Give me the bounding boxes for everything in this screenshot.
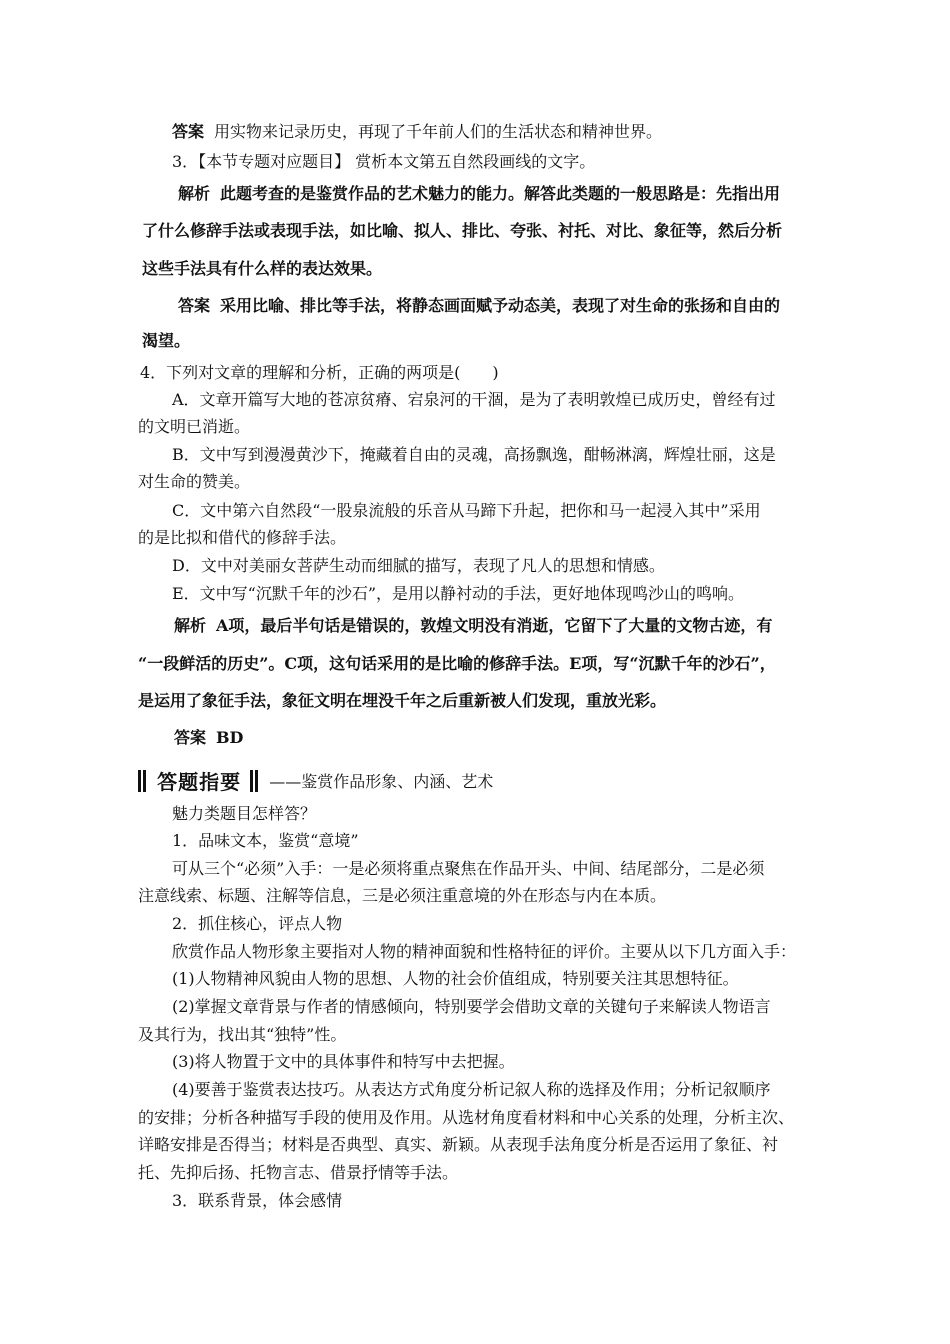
q4-answer-line: [174, 727, 243, 749]
guide-line-2: 1．品味文本，鉴赏“意境”: [172, 831, 359, 850]
q3-analysis-line-3: 这些手法具有什么样的表达效果。: [142, 259, 383, 278]
q3-analysis-line-1: 解析 此题考查的是鉴赏作品的艺术魅力的能力。解答此类题的一般思路是：先指出用: [178, 184, 781, 203]
header-bar-icon: [255, 770, 258, 792]
guide-line-1: 魅力类题目怎样答？: [172, 804, 317, 823]
guide-line-8: (2)掌握文章背景与作者的情感倾向，特别要学会借助文章的关键句子来解读人物语言: [172, 997, 771, 1016]
answer-text: 用实物来记录历史，再现了千年前人们的生活状态和精神世界。: [214, 122, 663, 141]
guide-subtitle: ——鉴赏作品形象、内涵、艺术: [269, 772, 494, 791]
q2-answer-line: [172, 121, 662, 143]
guide-line-9: 及其行为，找出其“独特”性。: [138, 1025, 347, 1044]
guide-header: [138, 766, 493, 794]
option-e: E．文中写“沉默千年的沙石”，是用以静衬动的手法，更好地体现鸣沙山的鸣响。: [172, 584, 745, 603]
analysis-label: 解析: [178, 184, 211, 203]
guide-title: 答题指要: [157, 770, 242, 794]
option-c-line-2: 的是比拟和借代的修辞手法。: [138, 528, 347, 547]
q4-analysis-line-3: 是运用了象征手法，象征文明在埋没千年之后重新被人们发现，重放光彩。: [138, 691, 667, 710]
analysis-label: 解析: [174, 616, 207, 635]
guide-line-3: 可从三个“必须”入手：一是必须将重点聚焦在作品开头、中间、结尾部分，二是必须: [172, 859, 765, 878]
option-c-line-1: C．文中第六自然段“一股泉流般的乐音从马蹄下升起，把你和马一起浸入其中”采用: [172, 501, 761, 520]
guide-line-14: 托、先抑后扬、托物言志、借景抒情等手法。: [138, 1163, 459, 1182]
guide-line-11: (4)要善于鉴赏表达技巧。从表达方式角度分析记叙人称的选择及作用；分析记叙顺序: [172, 1080, 771, 1099]
guide-line-7: (1)人物精神风貌由人物的思想、人物的社会价值组成，特别要关注其思想特征。: [172, 969, 739, 988]
q3-analysis-line-2: 了什么修辞手法或表现手法，如比喻、拟人、排比、夸张、衬托、对比、象征等，然后分析: [142, 221, 783, 240]
option-a-line-1: A．文章开篇写大地的苍凉贫瘠、宕泉河的干涸，是为了表明敦煌已成历史，曾经有过: [172, 390, 776, 409]
guide-line-5: 2．抓住核心，评点人物: [172, 914, 343, 933]
guide-line-4: 注意线索、标题、注解等信息，三是必须注重意境的外在形态与内在本质。: [138, 886, 667, 905]
header-bar-icon: [143, 770, 146, 792]
option-b-line-1: B．文中写到漫漫黄沙下，掩藏着自由的灵魂，高扬飘逸，酣畅淋漓，辉煌壮丽，这是: [172, 445, 776, 464]
header-bar-icon: [138, 770, 141, 792]
q4-analysis-line-2: “一段鲜活的历史”。C项，这句话采用的是比喻的修辞手法。E项，写“沉默千年的沙石”，: [138, 654, 776, 673]
answer-label: 答案: [174, 728, 207, 747]
q3-answer-line-2: 渴望。: [142, 331, 191, 350]
guide-line-6: 欣赏作品人物形象主要指对人物的精神面貌和性格特征的评价。主要从以下几方面入手：: [172, 942, 797, 961]
question-3: 3．【本节专题对应题目】 赏析本文第五自然段画线的文字。: [172, 152, 596, 171]
option-d: D．文中对美丽女菩萨生动而细腻的描写，表现了凡人的思想和情感。: [172, 556, 665, 575]
question-4: 4．下列对文章的理解和分析，正确的两项是( ): [140, 363, 499, 382]
option-b-line-2: 对生命的赞美。: [138, 472, 251, 491]
guide-line-10: (3)将人物置于文中的具体事件和特写中去把握。: [172, 1052, 515, 1071]
answer-label: 答案: [172, 122, 205, 141]
q3-answer-line-1: 答案 采用比喻、排比等手法，将静态画面赋予动态美，表现了对生命的张扬和自由的: [178, 296, 781, 315]
answer-label: 答案: [178, 296, 211, 315]
guide-line-12: 的安排；分析各种描写手段的使用及作用。从选材角度看材料和中心关系的处理，分析主次、: [138, 1108, 795, 1127]
guide-line-15: 3．联系背景，体会感情: [172, 1191, 343, 1210]
answer-text: BD: [216, 728, 244, 747]
guide-line-13: 详略安排是否得当；材料是否典型、真实、新颖。从表现手法角度分析是否运用了象征、衬: [138, 1135, 779, 1154]
option-a-line-2: 的文明已消逝。: [138, 417, 251, 436]
q4-analysis-line-1: 解析 A项，最后半句话是错误的，敦煌文明没有消逝，它留下了大量的文物古迹，有: [174, 616, 773, 635]
header-bar-icon: [250, 770, 253, 792]
